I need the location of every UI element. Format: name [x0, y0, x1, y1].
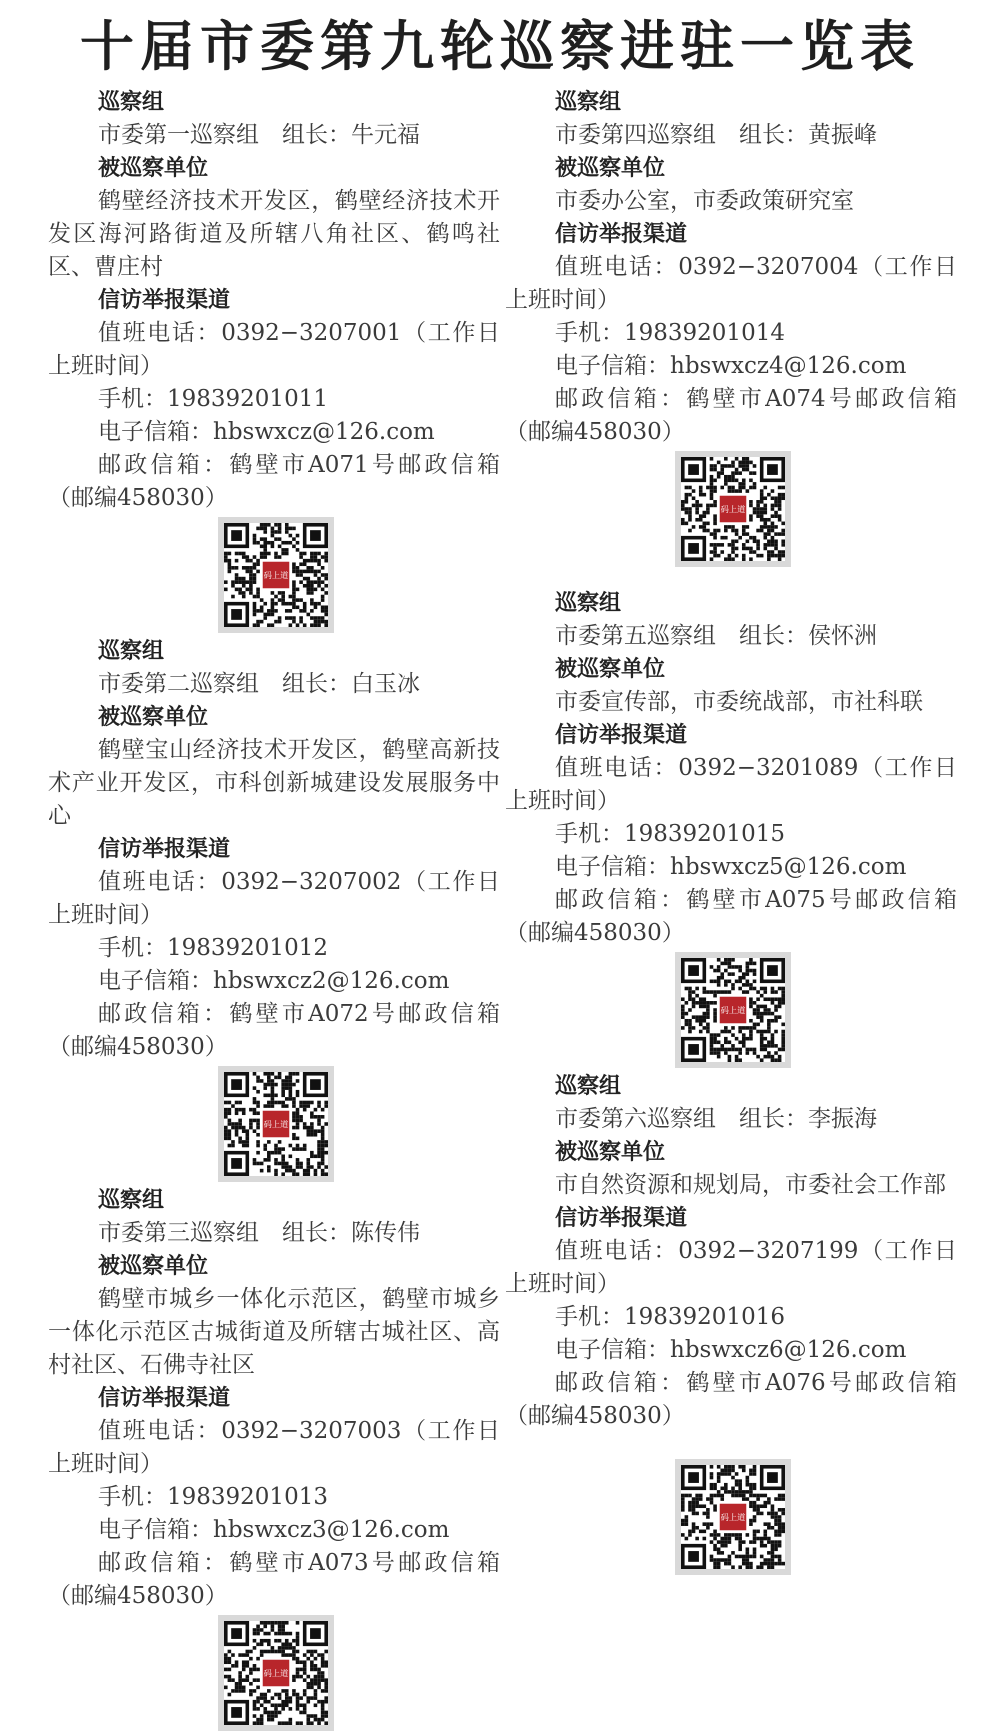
- duty-phone: 值班电话：0392−3207002（工作日上班时间）: [48, 869, 500, 928]
- group-label: 巡察组: [98, 90, 165, 115]
- duty-phone: 值班电话：0392−3201089（工作日上班时间）: [505, 755, 957, 814]
- qr-badge-text: 码上道: [720, 504, 746, 515]
- right-column: [505, 86, 957, 1577]
- qr-badge-text: 码上道: [720, 1512, 746, 1523]
- group-leader-line: 市委第六巡察组 组长：李振海: [555, 1106, 877, 1132]
- qr-code: [675, 451, 791, 567]
- duty-phone: 值班电话：0392−3207199（工作日上班时间）: [505, 1238, 957, 1297]
- inspected-units: 鹤壁经济技术开发区，鹤壁经济技术开发区海河路街道及所辖八角社区、鹤鸣社区、曹庄村: [48, 188, 500, 280]
- group-label: 巡察组: [98, 639, 165, 664]
- postal-box: 邮政信箱：鹤壁市A074号邮政信箱（邮编458030）: [505, 386, 957, 445]
- channel-label: 信访举报渠道: [98, 837, 231, 862]
- group-leader-line: 市委第二巡察组 组长：白玉冰: [98, 671, 420, 697]
- qr-code: [218, 517, 334, 633]
- qr-badge-text: 码上道: [263, 570, 289, 581]
- inspection-group-5: [505, 587, 957, 1070]
- inspection-group-6: [505, 1070, 957, 1577]
- inspection-group-3: [48, 1184, 500, 1733]
- group-label: 巡察组: [555, 591, 622, 616]
- postal-box: 邮政信箱：鹤壁市A073号邮政信箱（邮编458030）: [48, 1550, 500, 1609]
- qr-code: [218, 1615, 334, 1731]
- qr-code: [675, 952, 791, 1068]
- email-address: 电子信箱：hbswxcz3@126.com: [98, 1517, 450, 1543]
- mobile-phone: 手机：19839201012: [98, 935, 328, 961]
- unit-label: 被巡察单位: [98, 1254, 209, 1279]
- inspection-group-1: [48, 86, 500, 635]
- channel-label: 信访举报渠道: [555, 1206, 688, 1231]
- qr-badge-text: 码上道: [263, 1119, 289, 1130]
- mobile-phone: 手机：19839201014: [555, 320, 785, 346]
- inspected-units: 市委宣传部，市委统战部，市社科联: [555, 689, 923, 715]
- group-leader-line: 市委第四巡察组 组长：黄振峰: [555, 122, 877, 148]
- inspected-units: 鹤壁市城乡一体化示范区，鹤壁市城乡一体化示范区古城街道及所辖古城社区、高村社区、石佛寺社区: [48, 1286, 500, 1378]
- channel-label: 信访举报渠道: [98, 288, 231, 313]
- unit-label: 被巡察单位: [555, 1140, 666, 1165]
- duty-phone: 值班电话：0392−3207003（工作日上班时间）: [48, 1418, 500, 1477]
- unit-label: 被巡察单位: [555, 156, 666, 181]
- mobile-phone: 手机：19839201016: [555, 1304, 785, 1330]
- email-address: 电子信箱：hbswxcz4@126.com: [555, 353, 907, 379]
- inspection-group-4: [505, 86, 957, 587]
- email-address: 电子信箱：hbswxcz6@126.com: [555, 1337, 907, 1363]
- qr-badge-text: 码上道: [720, 1005, 746, 1016]
- group-leader-line: 市委第五巡察组 组长：侯怀洲: [555, 623, 877, 649]
- duty-phone: 值班电话：0392−3207001（工作日上班时间）: [48, 320, 500, 379]
- page-title: 十届市委第九轮巡察进驻一览表: [80, 14, 920, 78]
- channel-label: 信访举报渠道: [98, 1386, 231, 1411]
- email-address: 电子信箱：hbswxcz5@126.com: [555, 854, 907, 880]
- inspected-units: 市委办公室，市委政策研究室: [555, 188, 854, 214]
- unit-label: 被巡察单位: [98, 156, 209, 181]
- qr-code: [675, 1459, 791, 1575]
- postal-box: 邮政信箱：鹤壁市A071号邮政信箱（邮编458030）: [48, 452, 500, 511]
- left-column: [48, 86, 500, 1733]
- email-address: 电子信箱：hbswxcz2@126.com: [98, 968, 450, 994]
- group-leader-line: 市委第一巡察组 组长：牛元福: [98, 122, 420, 148]
- channel-label: 信访举报渠道: [555, 222, 688, 247]
- inspected-units: 鹤壁宝山经济技术开发区，鹤壁高新技术产业开发区，市科创新城建设发展服务中心: [48, 737, 500, 829]
- mobile-phone: 手机：19839201015: [555, 821, 785, 847]
- unit-label: 被巡察单位: [555, 657, 666, 682]
- group-label: 巡察组: [98, 1188, 165, 1213]
- inspection-group-2: [48, 635, 500, 1184]
- postal-box: 邮政信箱：鹤壁市A075号邮政信箱（邮编458030）: [505, 887, 957, 946]
- channel-label: 信访举报渠道: [555, 723, 688, 748]
- mobile-phone: 手机：19839201011: [98, 386, 328, 412]
- group-label: 巡察组: [555, 90, 622, 115]
- group-leader-line: 市委第三巡察组 组长：陈传伟: [98, 1220, 420, 1246]
- duty-phone: 值班电话：0392−3207004（工作日上班时间）: [505, 254, 957, 313]
- group-label: 巡察组: [555, 1074, 622, 1099]
- qr-badge-text: 码上道: [263, 1668, 289, 1679]
- qr-code: [218, 1066, 334, 1182]
- mobile-phone: 手机：19839201013: [98, 1484, 328, 1510]
- inspected-units: 市自然资源和规划局，市委社会工作部: [555, 1172, 946, 1198]
- email-address: 电子信箱：hbswxcz@126.com: [98, 419, 435, 445]
- unit-label: 被巡察单位: [98, 705, 209, 730]
- postal-box: 邮政信箱：鹤壁市A076号邮政信箱（邮编458030）: [505, 1370, 957, 1429]
- postal-box: 邮政信箱：鹤壁市A072号邮政信箱（邮编458030）: [48, 1001, 500, 1060]
